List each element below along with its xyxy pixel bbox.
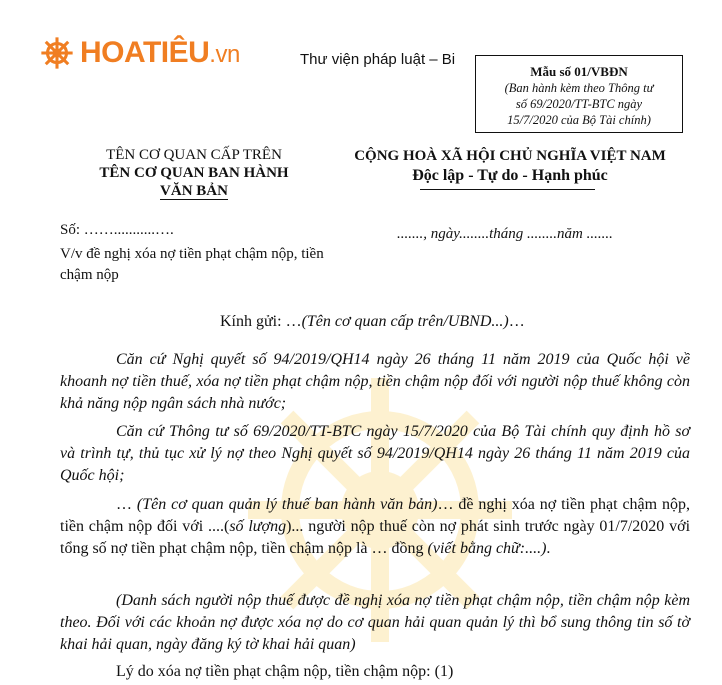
recipient-line: Kính gửi: …(Tên cơ quan cấp trên/UBND...)… — [220, 313, 525, 330]
reason-line: Lý do xóa nợ tiền phạt chậm nộp, tiền chậm nộp: (1) — [116, 663, 454, 680]
brand-name: HOATIÊU.vn — [80, 36, 240, 69]
site-tagline: Thư viện pháp luật – Bi — [300, 51, 456, 68]
ship-wheel-icon — [40, 36, 74, 70]
motto-underline — [420, 189, 595, 190]
proposal-paragraph: … (Tên cơ quan quản lý thuế ban hành văn bản)… đề nghị xóa nợ tiền phạt chậm nộp, tiền chậm nộp đối với ....(số lượng)... người nộp thuế còn nợ phát sinh trước ngày 01/7/2020 với tổng số nợ tiền phạt chậm nộp, tiền chậm nộp là … đồng (viết bằng chữ:....). — [60, 496, 691, 557]
form-note-line: 15/7/2020 của Bộ Tài chính) — [507, 113, 651, 127]
legal-basis-1: Căn cứ Nghị quyết số 94/2019/QH14 ngày 26 tháng 11 năm 2019 của Quốc hội về khoanh nợ tiền thuế, xóa nợ tiền phạt chậm nộp, tiền chậm nộp đối với người nộp thuế không còn khả năng nộp ngân sách nhà nước; — [60, 351, 690, 412]
issuing-agency: TÊN CƠ QUAN BAN HÀNH — [99, 165, 289, 181]
form-number-box — [475, 55, 683, 133]
attachment-note: (Danh sách người nộp thuế được đề nghị xóa nợ tiền phạt chậm nộp, tiền chậm nộp kèm theo. Đối với các khoản nợ được xóa nợ do cơ quan hải quan quản lý thì bổ sung thông tin số tờ khai hải quan, ngày đăng ký tờ khai hải quan) — [60, 592, 690, 653]
country-name: CỘNG HOÀ XÃ HỘI CHỦ NGHĨA VIỆT NAM — [354, 148, 666, 164]
form-code: Mẫu số 01/VBĐN — [530, 64, 628, 79]
legal-basis-2: Căn cứ Thông tư số 69/2020/TT-BTC ngày 15/7/2020 của Bộ Tài chính quy định hồ sơ và trình tự, thủ tục xử lý nợ theo Nghị quyết số 94/2019/QH14 ngày 26 tháng 11 năm 2019 của Quốc hội; — [60, 423, 690, 484]
form-note-line: số 69/2020/TT-BTC ngày — [515, 97, 643, 111]
date-line: ......., ngày........tháng ........năm ....... — [397, 226, 613, 242]
brand-logo[interactable] — [40, 34, 240, 72]
doc-number: Số: ……...........…. — [60, 222, 174, 238]
national-header — [330, 146, 690, 186]
national-motto: Độc lập - Tự do - Hạnh phúc — [412, 167, 608, 184]
parent-agency: TÊN CƠ QUAN CẤP TRÊN — [106, 147, 282, 163]
form-note-line: (Ban hành kèm theo Thông tư — [504, 81, 654, 95]
issuing-agency-cont: VĂN BẢN — [160, 183, 228, 199]
agency-header — [60, 146, 328, 200]
subject-line: V/v đề nghị xóa nợ tiền phạt chậm nộp, tiền chậm nộp — [60, 246, 324, 283]
